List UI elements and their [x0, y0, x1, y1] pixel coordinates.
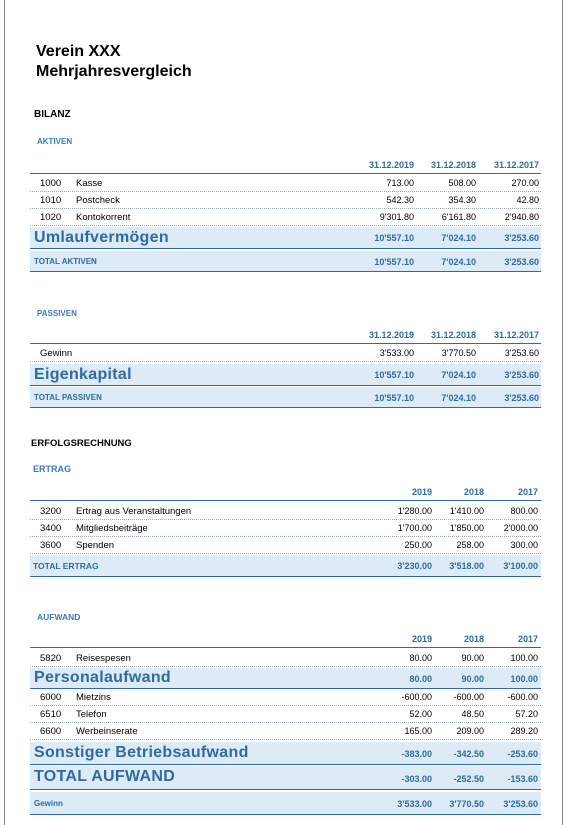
total-label: Gewinn: [34, 799, 63, 808]
value-cell: 300.00: [510, 540, 538, 550]
col-header: 2019: [411, 487, 432, 497]
value-cell: 3'230.00: [397, 561, 432, 571]
value-cell: 800.00: [510, 506, 538, 516]
value-cell: 2'940.80: [504, 212, 539, 222]
value-cell: 10'557.10: [374, 233, 414, 243]
account-code: 3400: [40, 523, 62, 534]
account-name: Mitgliedsbeiträge: [76, 523, 148, 534]
value-cell: 48.50: [461, 709, 484, 719]
table-row: [30, 706, 541, 723]
value-cell: 508.00: [448, 178, 476, 188]
value-cell: 9'301.80: [379, 212, 414, 222]
aufwand-header: [30, 634, 541, 648]
total-label: TOTAL PASSIVEN: [34, 393, 102, 402]
table-row: [30, 345, 541, 362]
account-code: 5820: [40, 653, 62, 664]
aktiven-header: [30, 160, 541, 174]
value-cell: 2'000.00: [503, 523, 538, 533]
value-cell: 3'253.60: [503, 799, 538, 809]
passiven-header: [30, 330, 541, 344]
account-name: Kontokorrent: [76, 212, 131, 223]
value-cell: 1'280.00: [397, 506, 432, 516]
account-code: 1020: [40, 212, 62, 223]
value-cell: 10'557.10: [374, 393, 414, 403]
value-cell: 3'253.60: [504, 370, 539, 380]
total-ertrag: [30, 555, 541, 577]
col-header: 31.12.2017: [493, 330, 539, 340]
section-erfolgsrechnung: ERFOLGSRECHNUNG: [31, 438, 132, 449]
value-cell: 7'024.10: [441, 233, 476, 243]
col-header: 31.12.2019: [368, 160, 414, 170]
value-cell: -383.00: [401, 749, 432, 759]
value-cell: -252.50: [453, 774, 484, 784]
table-row: [30, 175, 541, 192]
value-cell: 100.00: [510, 653, 538, 663]
account-name: Spenden: [76, 540, 115, 551]
account-code: 3200: [40, 506, 62, 517]
value-cell: 3'770.50: [449, 799, 484, 809]
col-header: 31.12.2017: [493, 160, 539, 170]
value-cell: 7'024.10: [441, 393, 476, 403]
account-code: 6510: [40, 709, 62, 720]
aktiven-label: AKTIVEN: [37, 137, 73, 146]
total-aktiven: [30, 251, 541, 272]
value-cell: 3'533.00: [397, 799, 432, 809]
col-header: 2017: [517, 634, 538, 644]
value-cell: 713.00: [386, 178, 414, 188]
group-name: Personalaufwand: [34, 669, 171, 686]
value-cell: 80.00: [409, 653, 432, 663]
total-label: TOTAL AKTIVEN: [34, 257, 97, 266]
account-code: 1010: [40, 195, 62, 206]
value-cell: 3'253.60: [504, 348, 539, 358]
group-name: Eigenkapital: [34, 366, 132, 383]
value-cell: 250.00: [404, 540, 432, 550]
ertrag-label: ERTRAG: [33, 464, 71, 474]
account-name: Telefon: [76, 709, 107, 720]
account-name: Mietzins: [76, 692, 111, 703]
value-cell: 270.00: [511, 178, 539, 188]
value-cell: 80.00: [409, 674, 432, 684]
col-header: 2019: [411, 634, 432, 644]
value-cell: 3'533.00: [379, 348, 414, 358]
group-name: Sonstiger Betriebsaufwand: [34, 744, 249, 761]
ertrag-header: [30, 487, 541, 501]
value-cell: 258.00: [456, 540, 484, 550]
value-cell: -253.60: [507, 749, 538, 759]
table-row: [30, 650, 541, 667]
value-cell: 3'253.60: [504, 257, 539, 267]
account-name: Gewinn: [40, 348, 73, 359]
group-umlaufvermoegen: [30, 227, 541, 249]
group-eigenkapital: [30, 364, 541, 386]
value-cell: 7'024.10: [441, 257, 476, 267]
doc-subtitle: Mehrjahresvergleich: [36, 63, 192, 80]
value-cell: 3'518.00: [449, 561, 484, 571]
section-bilanz: BILANZ: [34, 109, 71, 120]
value-cell: 3'100.00: [503, 561, 538, 571]
group-name: TOTAL AUFWAND: [34, 768, 176, 785]
value-cell: 1'410.00: [449, 506, 484, 516]
value-cell: 10'557.10: [374, 257, 414, 267]
value-cell: 57.20: [515, 709, 538, 719]
table-row: [30, 209, 541, 226]
value-cell: 542.30: [386, 195, 414, 205]
value-cell: 289.20: [510, 726, 538, 736]
value-cell: -153.60: [507, 774, 538, 784]
aufwand-label: AUFWAND: [37, 612, 81, 622]
col-header: 2018: [463, 487, 484, 497]
total-passiven: [30, 387, 541, 408]
value-cell: 42.80: [516, 195, 539, 205]
value-cell: 52.00: [409, 709, 432, 719]
value-cell: 6'161.80: [441, 212, 476, 222]
value-cell: 3'770.50: [441, 348, 476, 358]
table-row: [30, 192, 541, 209]
table-row: [30, 723, 541, 740]
value-cell: 7'024.10: [441, 370, 476, 380]
value-cell: 165.00: [404, 726, 432, 736]
group-name: Umlaufvermögen: [34, 229, 169, 246]
value-cell: 3'253.60: [504, 393, 539, 403]
value-cell: 90.00: [461, 653, 484, 663]
value-cell: 100.00: [510, 674, 538, 684]
group-personalaufwand: [30, 668, 541, 689]
value-cell: -600.00: [401, 692, 432, 702]
value-cell: -600.00: [507, 692, 538, 702]
col-header: 2017: [517, 487, 538, 497]
account-name: Werbeinserate: [76, 726, 138, 737]
col-header: 2018: [463, 634, 484, 644]
value-cell: 1'700.00: [397, 523, 432, 533]
account-code: 1000: [40, 178, 62, 189]
value-cell: -303.00: [401, 774, 432, 784]
account-name: Reisespesen: [76, 653, 131, 664]
value-cell: 354.30: [448, 195, 476, 205]
account-name: Kasse: [76, 178, 103, 189]
value-cell: -600.00: [453, 692, 484, 702]
group-total-aufwand: [30, 766, 541, 790]
table-row: [30, 520, 541, 537]
account-code: 6600: [40, 726, 62, 737]
table-row: [30, 503, 541, 520]
total-label: TOTAL ERTRAG: [33, 561, 99, 571]
account-name: Postcheck: [76, 195, 120, 206]
account-code: 3600: [40, 540, 62, 551]
col-header: 31.12.2018: [430, 330, 476, 340]
account-code: 6000: [40, 692, 62, 703]
account-name: Ertrag aus Veranstaltungen: [76, 506, 192, 517]
value-cell: 10'557.10: [374, 370, 414, 380]
col-header: 31.12.2019: [368, 330, 414, 340]
doc-title: Verein XXX: [36, 43, 121, 60]
col-header: 31.12.2018: [430, 160, 476, 170]
total-gewinn: [30, 792, 541, 815]
table-row: [30, 537, 541, 554]
value-cell: 90.00: [461, 674, 484, 684]
table-row: [30, 689, 541, 706]
group-sonstiger-betriebsaufwand: [30, 742, 541, 765]
value-cell: 209.00: [456, 726, 484, 736]
value-cell: 1'850.00: [449, 523, 484, 533]
value-cell: 3'253.60: [504, 233, 539, 243]
passiven-label: PASSIVEN: [37, 309, 77, 318]
value-cell: -342.50: [453, 749, 484, 759]
